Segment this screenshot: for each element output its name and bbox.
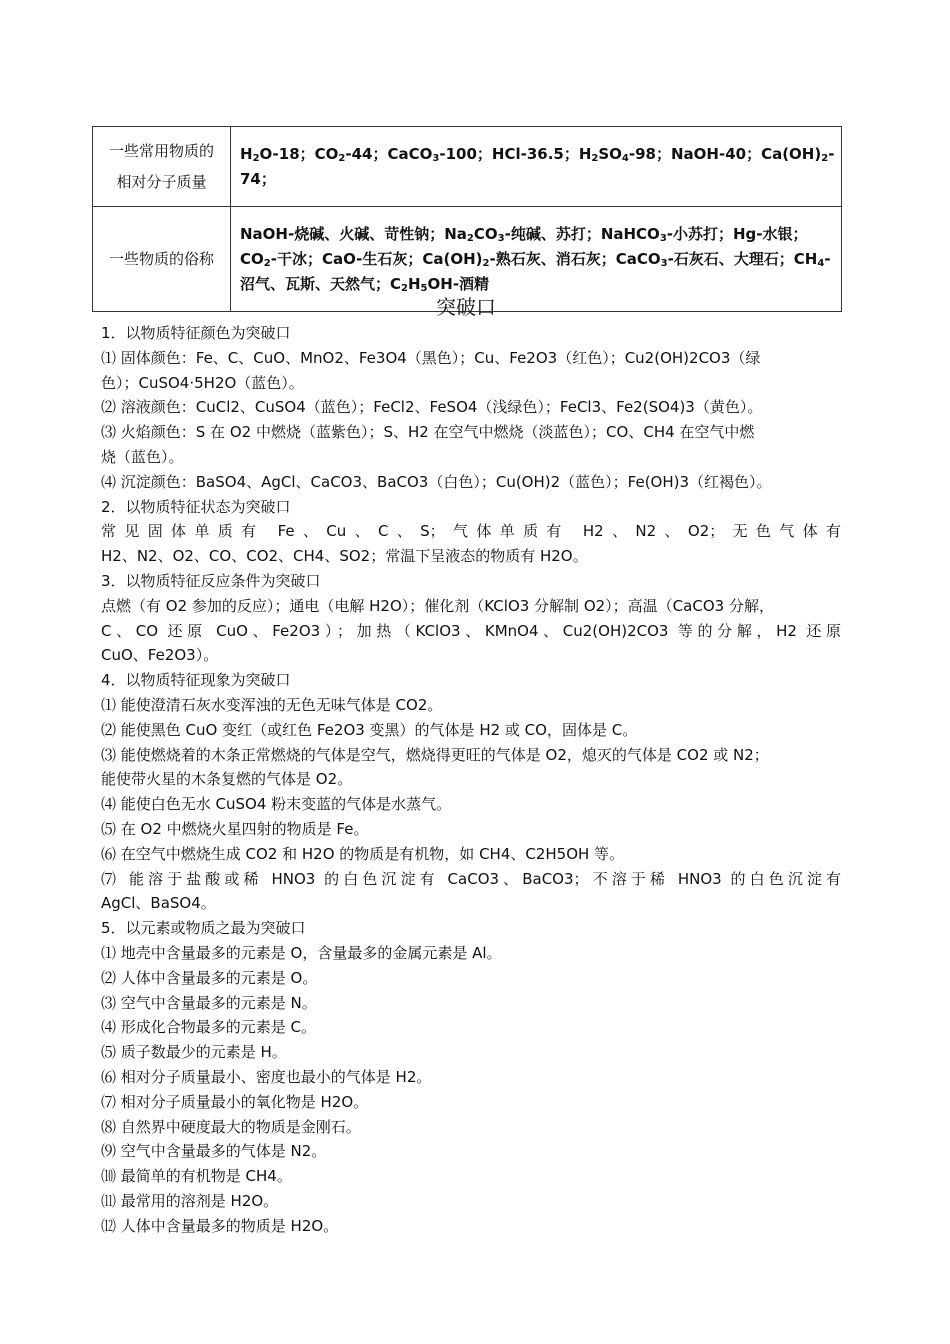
text-line: ⑼ 空气中含量最多的气体是 N2。 [101,1142,327,1161]
text-line: ⑷ 沉淀颜色：BaSO4、AgCl、CaCO3、BaCO3（白色）；Cu(OH)2（蓝色）；Fe(OH)3（红褐色）。 [101,472,772,491]
text-line: ⑶ 火焰颜色：S 在 O2 中燃烧（蓝紫色）；S、H2 在空气中燃烧（淡蓝色）；CO、CH4 在空气中燃 [101,423,755,442]
body-text [101,321,841,1238]
text-line: 烧（蓝色）。 [101,447,184,466]
row-label [93,127,231,207]
text-line: ⑹ 在空气中燃烧生成 CO2 和 H2O 的物质是有机物，如 CH4、C2H5OH 等。 [101,844,625,863]
text-line: ⑴ 固体颜色：Fe、C、CuO、MnO2、Fe3O4（黑色）；Cu、Fe2O3（红色）；Cu2(OH)2CO3（绿 [101,348,761,367]
row-label-line: 相对分子质量 [116,172,207,191]
text-line: CuO、Fe2O3）。 [101,646,219,665]
row-value: NaOH-烧碱、火碱、苛性钠；$Na_2CO_3-$纯碱、苏打；NaHCO$_3$-小苏打；Hg-水银；$CO_2-$干冰；CaO-生石灰；$Ca(OH)_2-$熟石灰、消石灰；CaCO$_3$-石灰石、大理石；$CH_4-$沼气、瓦斯、天然气；$C_2H_5OH-$酒精 [231,207,842,312]
text-line: ⑻ 自然界中硬度最大的物质是金刚石。 [101,1117,361,1136]
text-line: 4．以物质特征现象为突破口 [101,671,291,690]
text-line: C、CO 还原 CuO、Fe2O3）；加热（KClO3、KMnO4、Cu2(OH)2CO3 等的分解，H2 还原 [101,621,841,640]
text-line: ⑺ 相对分子质量最小的氧化物是 H2O。 [101,1092,369,1111]
text-line: ⑷ 形成化合物最多的元素是 C。 [101,1018,317,1037]
text-line: ⑵ 人体中含量最多的元素是 O。 [101,968,318,987]
text-line: ⑶ 空气中含量最多的元素是 N。 [101,993,317,1012]
text-line: 常见固体单质有 Fe、Cu、C、S；气体单质有 H2、N2、O2；无色气体有 [101,522,841,541]
text-line: ⑺ 能溶于盐酸或稀 HNO3 的白色沉淀有 CaCO3、BaCO3；不溶于稀 HNO3 的白色沉淀有 [101,869,841,888]
text-line: H2、N2、O2、CO、CO2、CH4、SO2；常温下呈液态的物质有 H2O。 [101,547,588,566]
text-line: ⑷ 能使白色无水 CuSO4 粉末变蓝的气体是水蒸气。 [101,795,452,814]
table-row [93,127,842,207]
text-line: 2．以物质特征状态为突破口 [101,497,291,516]
row-label-line: 一些常用物质的 [108,141,214,160]
text-line: ⑵ 溶液颜色：CuCl2、CuSO4（蓝色）；FeCl2、FeSO4（浅绿色）；FeCl3、Fe2(SO4)3（黄色）。 [101,398,763,417]
section-title: 突破口 [436,295,496,319]
text-line: 1．以物质特征颜色为突破口 [101,324,291,342]
text-line: 色）；CuSO4·5H2O（蓝色）。 [101,373,304,392]
text-line: ⑹ 相对分子质量最小、密度也最小的气体是 H2。 [101,1067,432,1086]
text-line: 3．以物质特征反应条件为突破口 [101,571,321,590]
text-line: ⑴ 地壳中含量最多的元素是 O，含量最多的金属元素是 Al。 [101,943,502,962]
text-line: ⑸ 在 O2 中燃烧火星四射的物质是 Fe。 [101,819,369,838]
text-line: ⑴ 能使澄清石灰水变浑浊的无色无味气体是 CO2。 [101,695,443,714]
reference-table [92,126,842,312]
text-line: 能使带火星的木条复燃的气体是 O2。 [101,770,353,789]
text-line: ⑽ 最简单的有机物是 CH4。 [101,1167,292,1186]
text-line: ⑵ 能使黑色 CuO 变红（或红色 Fe2O3 变黑）的气体是 H2 或 CO，固体是 C。 [101,720,638,739]
text-line: 5．以元素或物质之最为突破口 [101,919,306,938]
text-line: ⑶ 能使燃烧着的木条正常燃烧的气体是空气，燃烧得更旺的气体是 O2，熄灭的气体是 CO2 或 N2； [101,745,769,764]
text-line: ⑸ 质子数最少的元素是 H。 [101,1043,287,1062]
row-label-line: 一些物质的俗称 [108,249,214,268]
text-line: 点燃（有 O2 参加的反应）；通电（电解 H2O）；催化剂（KClO3 分解制 O2）；高温（CaCO3 分解， [101,596,774,615]
text-line: ⑾ 最常用的溶剂是 H2O。 [101,1191,279,1210]
text-line: AgCl、BaSO4。 [101,894,216,913]
row-value: $H_2O-18$；$CO_2-44$；CaCO$_3$-100；HCl-36.5；$H_2SO_4-98$；NaOH-40；$Ca(OH)_2-74$； [231,127,842,207]
text-line: ⑿ 人体中含量最多的物质是 H2O。 [101,1216,339,1235]
